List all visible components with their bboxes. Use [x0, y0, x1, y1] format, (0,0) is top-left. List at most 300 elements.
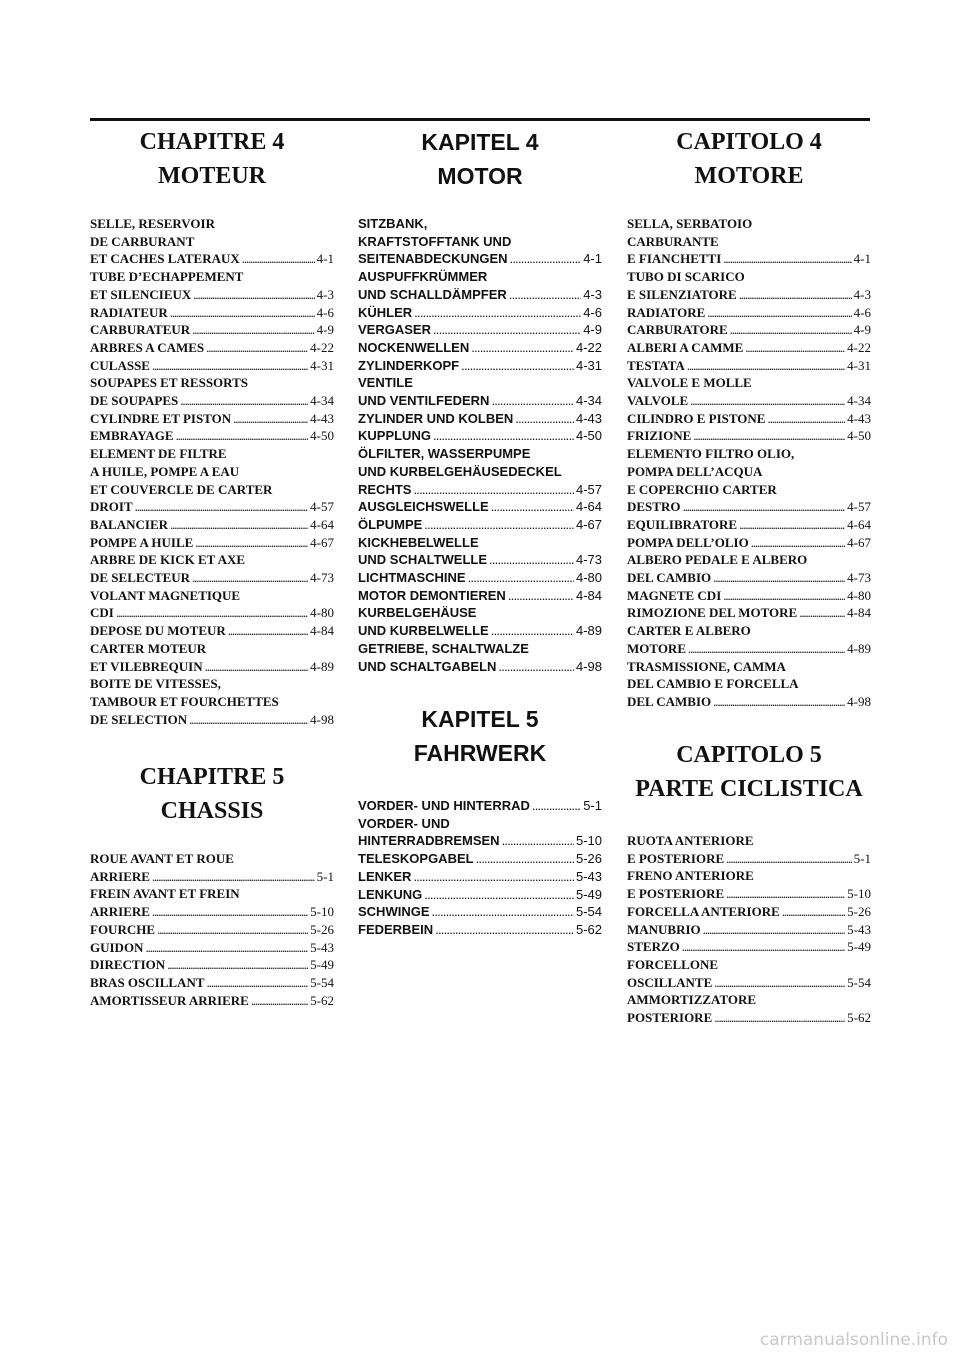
toc-entry-final-line [90, 339, 334, 357]
toc-entry-final-line [627, 850, 871, 868]
toc-entry[interactable] [90, 445, 334, 516]
toc-entry-line: TAMBOUR ET FOURCHETTES [90, 693, 279, 709]
toc-entry-line: ELEMENT DE FILTRE [90, 446, 227, 462]
toc-page-number: 5-1 [853, 850, 871, 866]
toc-page-number: 4-67 [575, 516, 602, 532]
toc-entry-final-line [358, 903, 602, 921]
toc-entry-final-line [90, 658, 334, 676]
toc-entry-label: CULASSE [90, 357, 150, 373]
toc-page-number: 4-57 [847, 499, 871, 515]
toc-entry-label: UND SCHALTWELLE [358, 552, 488, 568]
toc-page-number: 4-9 [583, 322, 602, 338]
dot-leader [713, 693, 845, 711]
toc-entry[interactable] [90, 516, 334, 534]
toc-page-number: 5-62 [575, 921, 602, 937]
toc-entry-final-line [90, 304, 334, 322]
toc-entry[interactable] [358, 321, 602, 339]
toc-entry-line: CARTER E ALBERO [627, 623, 751, 639]
toc-entry-final-line [358, 516, 602, 534]
toc-entry[interactable] [90, 956, 334, 974]
toc-entry[interactable] [627, 427, 871, 445]
toc-entry[interactable] [627, 410, 871, 428]
toc-entry-label: SEITENABDECKUNGEN [358, 251, 508, 267]
toc-entry[interactable] [90, 410, 334, 428]
dot-leader [251, 992, 308, 1010]
dot-leader [435, 921, 574, 939]
toc-page-number: 4-3 [853, 286, 871, 302]
toc-entry[interactable] [627, 867, 871, 902]
toc-entry-final-line [358, 498, 602, 516]
dot-leader [713, 569, 845, 587]
chapter-5-subtitle: CHASSIS [160, 798, 264, 824]
toc-entry-final-line [358, 569, 602, 587]
dot-leader [189, 711, 308, 729]
toc-entry-final-line [358, 797, 602, 815]
dot-leader [508, 587, 574, 605]
toc-entry-label: E POSTERIORE [627, 886, 725, 902]
toc-entry-final-line [90, 992, 334, 1010]
toc-entry[interactable] [90, 885, 334, 920]
dot-leader [233, 410, 308, 428]
toc-entry-final-line [627, 569, 871, 587]
toc-page-number: 4-6 [316, 304, 334, 320]
toc-page-number: 4-80 [310, 605, 334, 621]
toc-entry-label: CYLINDRE ET PISTON [90, 410, 232, 426]
toc-entry-final-line [627, 885, 871, 903]
chapter-5-title: CHAPITRE 5 [139, 764, 285, 790]
toc-entry[interactable] [90, 304, 334, 322]
toc-entry-final-line [90, 516, 334, 534]
dot-leader [782, 903, 845, 921]
chapter-5-title: KAPITEL 5 [421, 706, 539, 732]
toc-page-number: 4-43 [575, 410, 602, 426]
dot-leader [682, 938, 845, 956]
toc-entry[interactable] [90, 321, 334, 339]
toc-entry-label: DE SELECTION [90, 711, 188, 727]
toc-entry-final-line [90, 498, 334, 516]
toc-entry[interactable] [358, 374, 602, 409]
toc-entry[interactable] [627, 658, 871, 711]
toc-entry-line: DE CARBURANT [90, 233, 195, 249]
toc-entry[interactable] [90, 587, 334, 622]
toc-entry[interactable] [358, 569, 602, 587]
dot-leader [688, 640, 845, 658]
toc-entry[interactable] [627, 374, 871, 409]
toc-page-number: 4-43 [847, 410, 871, 426]
toc-entry[interactable] [358, 868, 602, 886]
toc-entry[interactable] [627, 938, 871, 956]
toc-entry[interactable] [627, 339, 871, 357]
toc-entry-label: TESTATA [627, 357, 685, 373]
toc-entry-label: ZYLINDER UND KOLBEN [358, 410, 514, 426]
dot-leader [745, 339, 845, 357]
toc-page-number: 5-1 [583, 798, 602, 813]
chapter-4-heading [358, 125, 602, 193]
toc-entry-final-line [358, 250, 602, 268]
toc-page-number: 4-57 [575, 481, 602, 497]
dot-leader [489, 551, 574, 569]
toc-page-number: 5-49 [575, 886, 602, 902]
toc-entry[interactable] [627, 445, 871, 516]
toc-entry[interactable] [90, 622, 334, 640]
toc-entry-final-line [358, 921, 602, 939]
dot-leader [726, 850, 851, 868]
toc-page-number: 4-22 [847, 339, 871, 355]
toc-page-number: 4-73 [847, 570, 871, 586]
toc-entry-label: KÜHLER [358, 304, 413, 320]
toc-entry-label: OSCILLANTE [627, 974, 713, 990]
dot-leader [739, 516, 845, 534]
toc-page-number: 4-80 [847, 587, 871, 603]
toc-page-number: 4-64 [310, 516, 334, 532]
toc-entry-final-line [627, 516, 871, 534]
toc-page-number: 4-64 [575, 499, 602, 515]
toc-entry[interactable] [358, 640, 602, 675]
toc-entry-label: RADIATORE [627, 304, 706, 320]
dot-leader [491, 392, 574, 410]
toc-entry-label: VORDER- UND HINTERRAD [358, 798, 530, 813]
dot-leader [707, 304, 851, 322]
dot-leader [723, 250, 851, 268]
toc-entry-label: RECHTS [358, 481, 412, 497]
toc-page-number: 4-84 [310, 623, 334, 639]
toc-page-number: 4-67 [310, 534, 334, 550]
dot-leader [205, 658, 309, 676]
toc-entry-final-line [90, 392, 334, 410]
toc-entry-final-line [90, 321, 334, 339]
toc-entry-final-line [627, 534, 871, 552]
toc-entry-label: ET SILENCIEUX [90, 286, 192, 302]
toc-entry[interactable] [358, 445, 602, 498]
toc-entry-label: DESTRO [627, 499, 681, 515]
toc-entry-final-line [90, 286, 334, 304]
dot-leader [413, 481, 574, 499]
toc-entry-line: AUSPUFFKRÜMMER [358, 269, 488, 285]
toc-entry-label: FRIZIONE [627, 428, 692, 444]
toc-entry-label: RADIATEUR [90, 304, 168, 320]
toc-entry-label: HINTERRADBREMSEN [358, 833, 500, 849]
toc-page-number: 4-1 [316, 251, 334, 267]
toc-entry-line: DEL CAMBIO E FORCELLA [627, 676, 799, 692]
toc-page-number: 4-3 [583, 286, 602, 302]
toc-entry[interactable] [358, 850, 602, 868]
toc-entry[interactable] [90, 974, 334, 992]
toc-entry[interactable] [627, 921, 871, 939]
toc-page-number: 4-80 [575, 570, 602, 586]
toc-entry-label: EQUILIBRATORE [627, 516, 738, 532]
toc-entry-label: AMORTISSEUR ARRIERE [90, 992, 249, 1008]
dot-leader [491, 622, 574, 640]
toc-entry-line: CARBURANTE [627, 233, 719, 249]
toc-entry[interactable] [358, 815, 602, 850]
toc-entry[interactable] [358, 903, 602, 921]
toc-page-number: 4-22 [575, 339, 602, 355]
toc-entry-final-line [358, 886, 602, 904]
dot-leader [502, 832, 574, 850]
toc-entry-label: GUIDON [90, 939, 144, 955]
toc-entry[interactable] [627, 587, 871, 605]
toc-entry-line: FORCELLONE [627, 956, 719, 972]
toc-entry[interactable] [627, 991, 871, 1026]
toc-page-number: 5-43 [310, 939, 334, 955]
toc-entry-label: STERZO [627, 939, 680, 955]
toc-entry-final-line [358, 427, 602, 445]
chapter-5-title: CAPITOLO 5 [676, 742, 822, 768]
toc-entry-line: ARBRE DE KICK ET AXE [90, 552, 246, 568]
toc-entry-line: FREIN AVANT ET FREIN [90, 886, 240, 902]
toc-entry-label: E POSTERIORE [627, 850, 725, 866]
chapter-5-subtitle: PARTE CICLISTICA [635, 776, 863, 802]
toc-entry-final-line [358, 868, 602, 886]
toc-entry-label: RIMOZIONE DEL MOTORE [627, 605, 798, 621]
chapter-5-toc [90, 850, 334, 1009]
dot-leader [799, 604, 845, 622]
chapter-4-toc [358, 215, 602, 675]
dot-leader [432, 903, 574, 921]
toc-entry-final-line [627, 321, 871, 339]
toc-entry-final-line [90, 250, 334, 268]
toc-entry[interactable] [358, 427, 602, 445]
toc-entry-line: KRAFTSTOFFTANK UND [358, 233, 512, 249]
toc-entry-line: E COPERCHIO CARTER [627, 481, 777, 497]
dot-leader [433, 321, 581, 339]
toc-page-number: 4-50 [847, 428, 871, 444]
watermark: carmanualsonline.info [759, 1330, 948, 1350]
toc-page-number: 5-49 [310, 957, 334, 973]
toc-entry[interactable] [358, 339, 602, 357]
toc-entry[interactable] [90, 992, 334, 1010]
toc-entry-label: CARBURATEUR [90, 322, 191, 338]
toc-entry-line: ALBERO PEDALE E ALBERO [627, 552, 808, 568]
toc-entry[interactable] [90, 551, 334, 586]
toc-entry[interactable] [627, 357, 871, 375]
toc-entry-final-line [627, 974, 871, 992]
toc-entry-line: ELEMENTO FILTRO OLIO, [627, 446, 795, 462]
toc-entry-final-line [90, 956, 334, 974]
toc-entry-final-line [90, 427, 334, 445]
toc-entry[interactable] [627, 321, 871, 339]
dot-leader [739, 286, 852, 304]
toc-entry[interactable] [627, 304, 871, 322]
toc-entry[interactable] [627, 516, 871, 534]
toc-entry-final-line [627, 587, 871, 605]
toc-entry-label: BRAS OSCILLANT [90, 974, 205, 990]
toc-entry[interactable] [627, 551, 871, 586]
toc-entry-line: ROUE AVANT ET ROUE [90, 851, 234, 866]
toc-entry[interactable] [90, 427, 334, 445]
dot-leader [145, 939, 308, 957]
toc-entry[interactable] [90, 939, 334, 957]
toc-entry[interactable] [90, 640, 334, 675]
toc-entry[interactable] [358, 886, 602, 904]
toc-entry[interactable] [358, 797, 602, 815]
toc-entry[interactable] [358, 604, 602, 639]
toc-entry-label: DE SELECTEUR [90, 570, 191, 586]
dot-leader [515, 410, 574, 428]
toc-entry-label: CILINDRO E PISTONE [627, 410, 766, 426]
toc-entry-line: A HUILE, POMPE A EAU [90, 463, 240, 479]
dot-leader [206, 339, 308, 357]
top-rule [90, 118, 870, 121]
toc-entry[interactable] [627, 622, 871, 657]
chapter-4-subtitle: MOTEUR [158, 163, 266, 189]
toc-entry-final-line [358, 304, 602, 322]
toc-entry-label: FORCELLA ANTERIORE [627, 903, 780, 919]
toc-entry[interactable] [627, 903, 871, 921]
toc-entry-label: E SILENZIATORE [627, 286, 737, 302]
toc-entry-final-line [627, 427, 871, 445]
toc-entry-line: TUBO DI SCARICO [627, 269, 745, 285]
toc-entry[interactable] [90, 921, 334, 939]
toc-entry-line: GETRIEBE, SCHALTWALZE [358, 640, 529, 656]
chapter-4-subtitle: MOTORE [694, 163, 804, 189]
toc-page-number: 5-1 [316, 868, 334, 884]
toc-entry-label: AUSGLEICHSWELLE [358, 499, 489, 515]
toc-page-number: 5-54 [575, 904, 602, 920]
toc-entry-final-line [358, 286, 602, 304]
toc-entry[interactable] [627, 534, 871, 552]
toc-entry-line: FRENO ANTERIORE [627, 868, 754, 884]
toc-entry-final-line [627, 1009, 871, 1027]
toc-entry[interactable] [90, 357, 334, 375]
dot-leader [116, 604, 308, 622]
toc-page-number: 4-98 [847, 693, 871, 709]
dot-leader [192, 569, 308, 587]
toc-entry-label: ET VILEBREQUIN [90, 658, 203, 674]
toc-page-number: 5-26 [310, 921, 334, 937]
dot-leader [471, 339, 574, 357]
toc-page-number: 4-89 [575, 623, 602, 639]
toc-page-number: 4-31 [847, 357, 871, 373]
toc-entry[interactable] [90, 268, 334, 303]
dot-leader [152, 903, 308, 921]
toc-entry-final-line [627, 339, 871, 357]
toc-page-number: 4-34 [310, 393, 334, 409]
toc-page-number: 5-43 [575, 868, 602, 884]
toc-entry[interactable] [627, 215, 871, 268]
toc-entry[interactable] [358, 215, 602, 268]
dot-leader [714, 1009, 845, 1027]
toc-entry[interactable] [627, 604, 871, 622]
toc-entry-final-line [627, 498, 871, 516]
dot-leader [424, 886, 574, 904]
toc-entry-final-line [358, 832, 602, 850]
toc-entry[interactable] [627, 268, 871, 303]
dot-leader [152, 868, 315, 886]
dot-leader [193, 286, 314, 304]
toc-entry-final-line [90, 939, 334, 957]
toc-entry[interactable] [358, 587, 602, 605]
chapter-5-subtitle: FAHRWERK [413, 740, 547, 766]
toc-entry-label: VERGASER [358, 322, 431, 338]
toc-entry[interactable] [90, 534, 334, 552]
toc-entry-line: ET COUVERCLE DE CARTER [90, 481, 273, 497]
toc-page-number: 4-98 [310, 711, 334, 727]
toc-entry[interactable] [627, 956, 871, 991]
dot-leader [510, 250, 582, 268]
toc-entry[interactable] [358, 268, 602, 303]
toc-entry-label: POSTERIORE [627, 1010, 713, 1026]
toc-entry-final-line [627, 693, 871, 711]
chapter-5-heading [627, 738, 871, 806]
toc-entry[interactable] [358, 921, 602, 939]
toc-entry[interactable] [358, 410, 602, 428]
toc-entry[interactable] [627, 832, 871, 867]
dot-leader [195, 534, 308, 552]
toc-entry-final-line [358, 622, 602, 640]
dot-leader [767, 410, 845, 428]
dot-leader [714, 974, 845, 992]
toc-entry-final-line [90, 569, 334, 587]
toc-entry[interactable] [90, 850, 334, 885]
toc-entry[interactable] [358, 516, 602, 534]
dot-leader [207, 974, 309, 992]
toc-page-number: 5-43 [847, 921, 871, 937]
chapter-4-title: KAPITEL 4 [421, 129, 539, 155]
toc-entry-line: POMPA DELL’ACQUA [627, 463, 763, 479]
toc-entry[interactable] [358, 534, 602, 569]
toc-page-number: 4-1 [583, 251, 602, 267]
toc-entry-final-line [627, 640, 871, 658]
toc-entry-label: DEL CAMBIO [627, 693, 712, 709]
toc-entry[interactable] [90, 339, 334, 357]
toc-entry-final-line [358, 410, 602, 428]
toc-page-number: 5-54 [847, 974, 871, 990]
toc-entry-label: POMPA DELL’OLIO [627, 534, 749, 550]
toc-entry[interactable] [90, 374, 334, 409]
toc-entry-label: MOTOR DEMONTIEREN [358, 587, 506, 603]
toc-entry-line: SELLA, SERBATOIO [627, 216, 753, 231]
toc-entry-final-line [90, 534, 334, 552]
toc-entry-label: CARBURATORE [627, 322, 728, 338]
toc-page-number: 4-34 [575, 393, 602, 409]
toc-entry-final-line [90, 974, 334, 992]
toc-page-number: 4-67 [847, 534, 871, 550]
toc-entry-label: MOTORE [627, 640, 686, 656]
toc-page-number: 4-57 [310, 499, 334, 515]
toc-entry-label: LENKER [358, 868, 412, 884]
toc-page-number: 5-62 [310, 992, 334, 1008]
toc-entry-final-line [358, 658, 602, 676]
toc-page-number: 4-43 [310, 410, 334, 426]
toc-entry-label: E FIANCHETTI [627, 251, 722, 267]
toc-entry-final-line [627, 921, 871, 939]
toc-entry-final-line [627, 250, 871, 268]
dot-leader [687, 357, 845, 375]
dot-leader [468, 569, 574, 587]
toc-entry-label: ZYLINDERKOPF [358, 357, 460, 373]
toc-page-number: 4-34 [847, 393, 871, 409]
chapter-5-toc [627, 832, 871, 1027]
toc-entry-label: LENKUNG [358, 886, 423, 902]
toc-entry-final-line [358, 339, 602, 357]
toc-entry-line: SOUPAPES ET RESSORTS [90, 375, 249, 391]
toc-entry[interactable] [358, 498, 602, 516]
toc-entry-line: VALVOLE E MOLLE [627, 375, 752, 391]
toc-entry[interactable] [358, 357, 602, 375]
toc-entry[interactable] [90, 215, 334, 268]
toc-entry-label: ÖLPUMPE [358, 516, 423, 532]
chapter-4-title: CAPITOLO 4 [676, 129, 822, 155]
toc-entry[interactable] [358, 304, 602, 322]
toc-entry[interactable] [90, 675, 334, 728]
dot-leader [726, 885, 845, 903]
toc-entry-final-line [358, 392, 602, 410]
toc-page-number: 4-9 [853, 322, 871, 338]
toc-entry-final-line [358, 551, 602, 569]
dot-leader [751, 534, 845, 552]
toc-page-number: 4-9 [316, 322, 334, 338]
